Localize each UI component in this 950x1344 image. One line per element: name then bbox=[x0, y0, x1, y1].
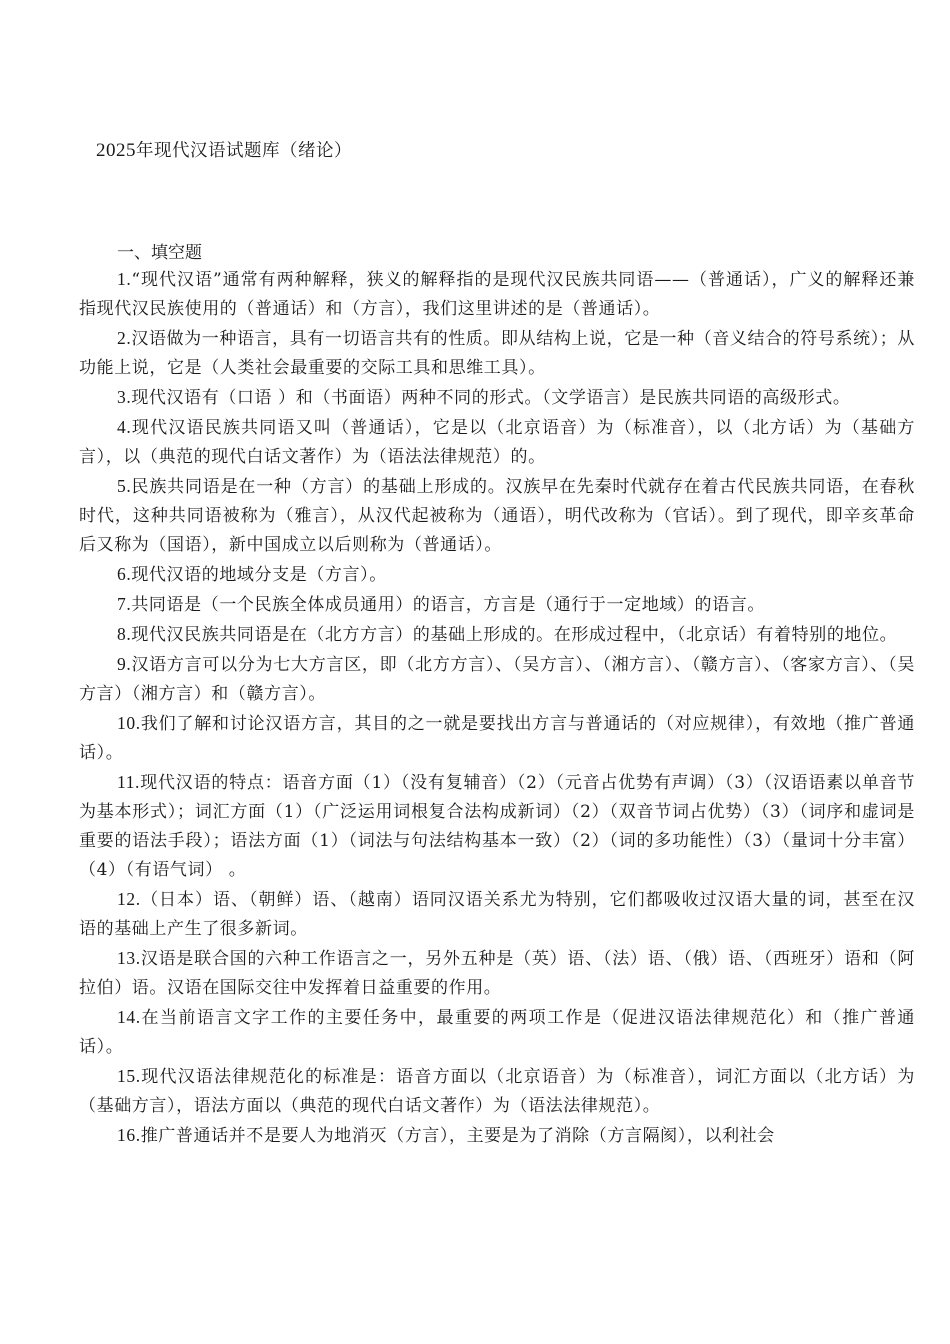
question-item bbox=[79, 590, 915, 620]
question-item bbox=[79, 324, 915, 383]
title-text: 年现代汉语试题库（绪论） bbox=[136, 141, 352, 161]
question-number: 16. bbox=[117, 1125, 141, 1145]
question-number: 7. bbox=[117, 594, 132, 614]
question-text: （日本）语、（朝鲜）语、（越南）语同汉语关系尤为特别，它们都吸收过汉语大量的词，甚至在汉语的基础上产生了很多新词。 bbox=[79, 890, 915, 939]
question-item bbox=[79, 560, 915, 590]
question-text: 汉语做为一种语言，具有一切语言共有的性质。即从结构上说，它是一种（音义结合的符号系统）；从功能上说，它是（人类社会最重要的交际工具和思维工具）。 bbox=[79, 329, 915, 378]
question-item bbox=[79, 709, 915, 768]
question-number: 2. bbox=[117, 328, 132, 348]
question-item bbox=[79, 413, 915, 472]
document-title bbox=[96, 137, 352, 162]
question-number: 3. bbox=[117, 387, 132, 407]
question-number: 9. bbox=[117, 654, 132, 674]
question-item bbox=[79, 650, 915, 709]
question-text: 推广普通话并不是要人为地消灭（方言），主要是为了消除（方言隔阂），以利社会 bbox=[140, 1126, 775, 1146]
question-number: 10. bbox=[117, 713, 141, 733]
question-item bbox=[79, 620, 915, 650]
question-number: 1. bbox=[117, 269, 132, 289]
question-text: 汉语方言可以分为七大方言区，即（北方方言）、（吴方言）、（湘方言）、（赣方言）、（客家方言）、（吴方言）（湘方言）和（赣方言）。 bbox=[79, 655, 915, 704]
question-number: 8. bbox=[117, 624, 132, 644]
question-item bbox=[79, 1062, 915, 1121]
question-item bbox=[79, 1121, 915, 1151]
question-item bbox=[79, 768, 915, 885]
question-text: 我们了解和讨论汉语方言，其目的之一就是要找出方言与普通话的（对应规律），有效地（推广普通话）。 bbox=[79, 714, 915, 763]
title-year: 2025 bbox=[96, 140, 136, 161]
question-list bbox=[79, 265, 915, 1151]
question-text: 汉语是联合国的六种工作语言之一，另外五种是（英）语、（法）语、（俄）语、（西班牙）语和（阿拉伯）语。汉语在国际交往中发挥着日益重要的作用。 bbox=[79, 949, 915, 998]
question-number: 12. bbox=[117, 889, 141, 909]
question-text: “现代汉语”通常有两种解释，狭义的解释指的是现代汉民族共同语——（普通话），广义的解释还兼指现代汉民族使用的（普通话）和（方言），我们这里讲述的是（普通话）。 bbox=[79, 270, 915, 319]
question-number: 15. bbox=[117, 1066, 141, 1086]
question-item bbox=[79, 383, 915, 413]
question-number: 13. bbox=[117, 948, 141, 968]
question-item bbox=[79, 944, 915, 1003]
question-text: 现代汉语的地域分支是（方言）。 bbox=[131, 565, 387, 585]
question-number: 6. bbox=[117, 564, 132, 584]
question-item bbox=[79, 472, 915, 560]
section-heading: 一、填空题 bbox=[117, 243, 202, 263]
question-number: 14. bbox=[117, 1007, 141, 1027]
question-text: 现代汉民族共同语是在（北方方言）的基础上形成的。在形成过程中，（北京话）有着特别的地位。 bbox=[131, 625, 898, 645]
question-text: 现代汉语的特点：语音方面（1）（没有复辅音）（2）（元音占优势有声调）（3）（汉语语素以单音节为基本形式）；词汇方面（1）（广泛运用词根复合法构成新词）（2）（双音节词占优势）（3）（词序和虚词是重要的语法手段）；语法方面（1）（词法与句法结构基本一致）（2）（词的多功能性）（3）（量词十分丰富）（4）（有语气词） 。 bbox=[79, 773, 915, 880]
question-text: 现代汉语法律规范化的标准是：语音方面以（北京语音）为（标准音），词汇方面以（北方话）为（基础方言），语法方面以（典范的现代白话文著作）为（语法法律规范）。 bbox=[79, 1067, 915, 1116]
question-number: 11. bbox=[117, 772, 141, 792]
question-item bbox=[79, 885, 915, 944]
question-text: 现代汉语民族共同语又叫（普通话），它是以（北京语音）为（标准音），以（北方话）为（基础方言），以（典范的现代白话文著作）为（语法法律规范）的。 bbox=[79, 418, 915, 467]
question-item bbox=[79, 1003, 915, 1062]
question-text: 共同语是（一个民族全体成员通用）的语言，方言是（通行于一定地域）的语言。 bbox=[131, 595, 765, 615]
question-text: 现代汉语有（口语 ）和（书面语）两种不同的形式。（文学语言）是民族共同语的高级形式。 bbox=[131, 388, 851, 408]
question-number: 5. bbox=[117, 476, 132, 496]
question-item bbox=[79, 265, 915, 324]
question-number: 4. bbox=[117, 417, 132, 437]
question-text: 民族共同语是在一种（方言）的基础上形成的。汉族早在先秦时代就存在着古代民族共同语，在春秋时代，这种共同语被称为（雅言），从汉代起被称为（通语），明代改称为（官话）。到了现代，即辛亥革命后又称为（国语），新中国成立以后则称为（普通话）。 bbox=[79, 477, 915, 555]
question-text: 在当前语言文字工作的主要任务中，最重要的两项工作是（促进汉语法律规范化）和（推广普通话）。 bbox=[79, 1008, 915, 1057]
